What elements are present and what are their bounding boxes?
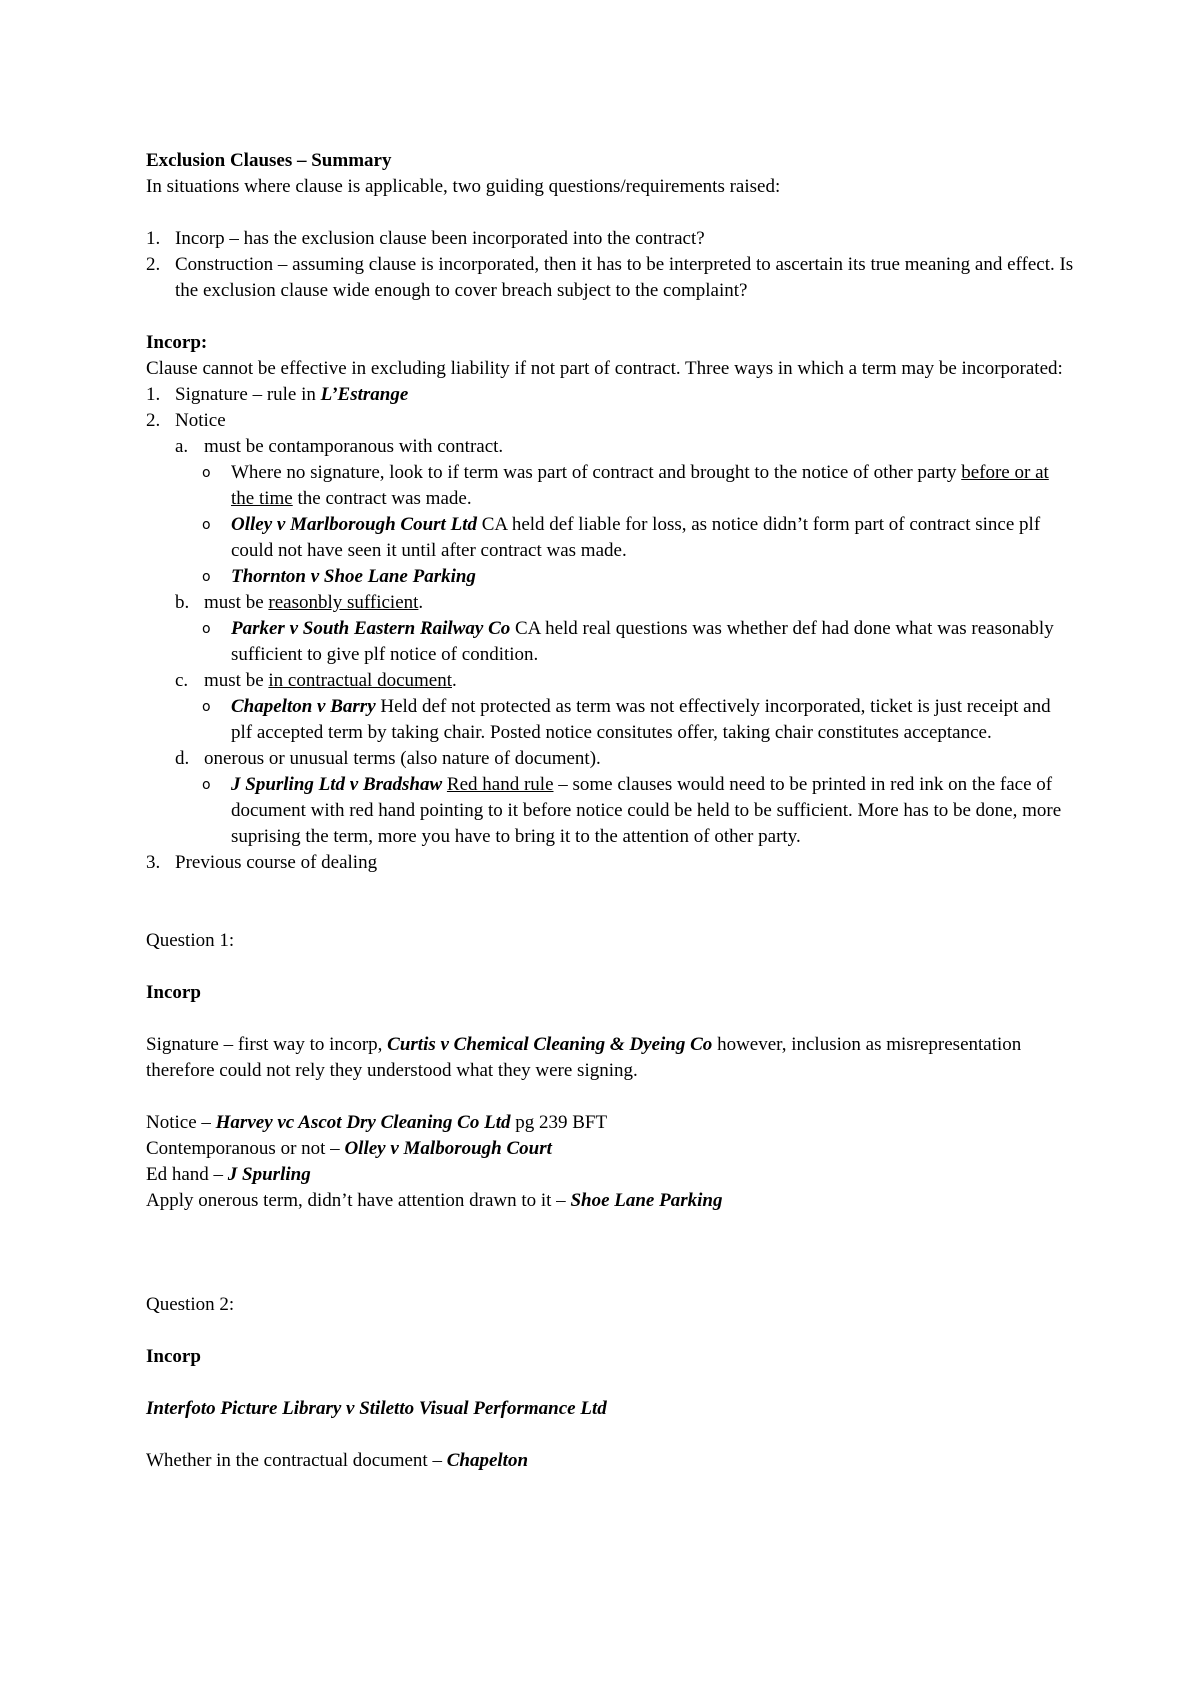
- list-item: 1. Signature – rule in L’Estrange: [146, 384, 409, 405]
- bullet-item: o Parker v South Eastern Railway Co CA held real questions was whether def had done what was reasonably sufficient to give plf notice of condition.: [146, 616, 1076, 668]
- q2-whether: Whether in the contractual document – Chapelton: [146, 1450, 529, 1471]
- bullet-item: o Where no signature, look to if term was part of contract and brought to the notice of other party before or at the time the contract was made.: [146, 460, 1076, 512]
- sub-list-item: a. must be contamporanous with contract.: [175, 436, 504, 457]
- q1-notice: Notice – Harvey vc Ascot Dry Cleaning Co Ltd pg 239 BFT: [146, 1112, 608, 1133]
- bullet-icon: o: [202, 621, 211, 637]
- list-item: 3. Previous course of dealing: [146, 852, 378, 873]
- q1-ed-hand: Ed hand – J Spurling: [146, 1164, 311, 1185]
- sub-list-item: c. must be in contractual document.: [175, 670, 457, 691]
- bullet-item: o Thornton v Shoe Lane Parking: [146, 564, 1076, 590]
- bullet-item: o Chapelton v Barry Held def not protected as term was not effectively incorporated, ticket is just receipt and plf accepted term by taking chair. Posted notice consitutes offer, taking chair constitutes acceptance.: [146, 694, 1076, 746]
- question-label: Question 2:: [146, 1294, 235, 1315]
- q1-contemporanous: Contemporanous or not – Olley v Malborough Court: [146, 1138, 552, 1159]
- bullet-icon: o: [202, 517, 211, 533]
- sub-list-item: b. must be reasonbly sufficient.: [175, 592, 424, 613]
- bullet-icon: o: [202, 569, 211, 585]
- bullet-icon: o: [202, 699, 211, 715]
- sub-list-item: d. onerous or unusual terms (also nature of document).: [175, 748, 601, 769]
- question-label: Question 1:: [146, 930, 235, 951]
- q1-signature: Signature – first way to incorp, Curtis v Chemical Cleaning & Dyeing Co however, inclusion as misrepresentation therefore could not rely they understood what they were signing.: [146, 1034, 1022, 1081]
- intro-text: In situations where clause is applicable, two guiding questions/requirements raised:: [146, 176, 781, 197]
- bullet-item: o Olley v Marlborough Court Ltd CA held def liable for loss, as notice didn’t form part of contract since plf could not have seen it until after contract was made.: [146, 512, 1076, 564]
- bullet-icon: o: [202, 777, 211, 793]
- section-heading: Incorp:: [146, 332, 208, 353]
- q2-case: Interfoto Picture Library v Stiletto Visual Performance Ltd: [146, 1398, 607, 1419]
- question-heading: Incorp: [146, 982, 201, 1003]
- list-item: 2. Construction – assuming clause is incorporated, then it has to be interpreted to ascertain its true meaning and effect. Is the exclusion clause wide enough to cover breach subject to the complaint?: [146, 254, 1074, 301]
- list-item: 1. Incorp – has the exclusion clause been incorporated into the contract?: [146, 228, 705, 249]
- list-item: 2. Notice: [146, 410, 226, 431]
- document-page: [146, 148, 1076, 1474]
- doc-title: Exclusion Clauses – Summary: [146, 150, 392, 171]
- section-para: Clause cannot be effective in excluding liability if not part of contract. Three ways in which a term may be incorporated:: [146, 358, 1063, 379]
- question-heading: Incorp: [146, 1346, 201, 1367]
- bullet-item: o J Spurling Ltd v Bradshaw Red hand rule – some clauses would need to be printed in red ink on the face of document with red hand pointing to it before notice could be held to be sufficient. More has to be done, more suprising the term, more you have to bring it to the attention of other party.: [146, 772, 1076, 850]
- bullet-icon: o: [202, 465, 211, 481]
- q1-apply: Apply onerous term, didn’t have attention drawn to it – Shoe Lane Parking: [146, 1190, 723, 1211]
